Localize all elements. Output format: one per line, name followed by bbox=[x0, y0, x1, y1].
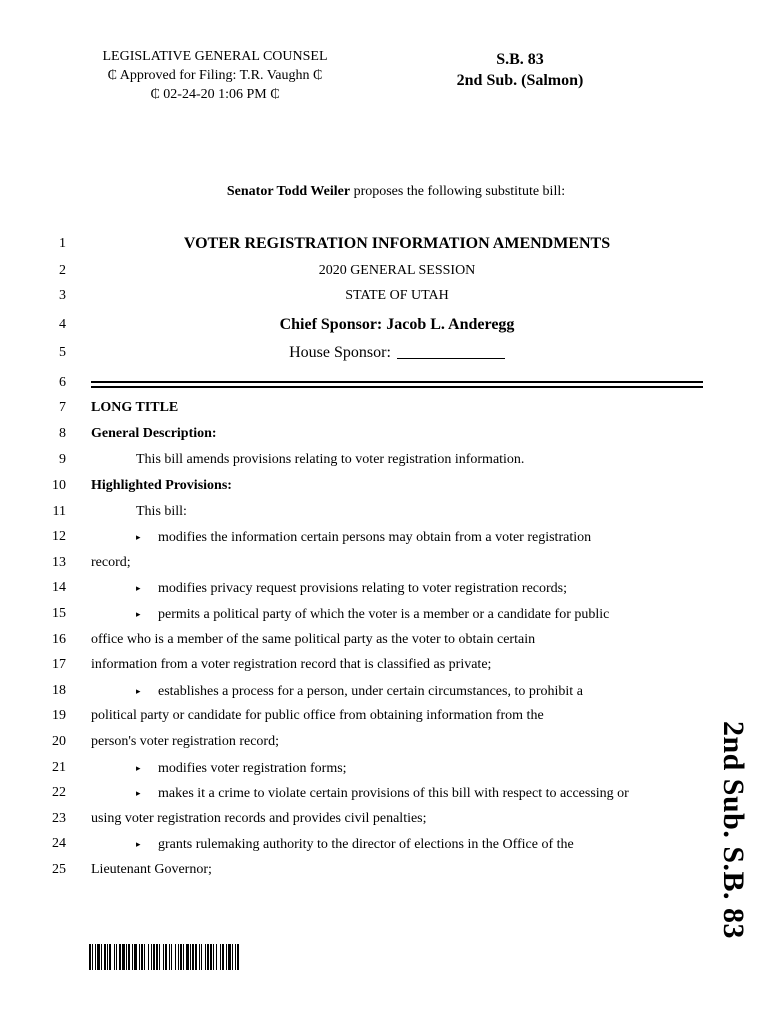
divider-rule-bottom bbox=[91, 386, 703, 388]
sponsor-line-rest: proposes the following substitute bill: bbox=[350, 184, 566, 199]
line-text: person's voter registration record; bbox=[91, 734, 279, 749]
bullet-item bbox=[136, 604, 609, 625]
substitute-label: 2nd Sub. (Salmon) bbox=[456, 72, 584, 89]
bullet-arrow-icon: ▸ bbox=[136, 609, 141, 619]
house-sponsor-blank bbox=[397, 344, 505, 359]
sponsor-line bbox=[90, 184, 702, 200]
barcode-stripe bbox=[239, 944, 241, 970]
line-text: Lieutenant Governor; bbox=[91, 862, 212, 877]
bullet-arrow-icon: ▸ bbox=[136, 763, 141, 773]
line-number: 8 bbox=[59, 426, 66, 441]
bullet-item bbox=[136, 783, 629, 804]
line-text: information from a voter registration record that is classified as private; bbox=[91, 657, 492, 672]
line-number: 13 bbox=[52, 555, 66, 570]
line-number: 25 bbox=[52, 862, 66, 877]
bullet-arrow-icon: ▸ bbox=[136, 788, 141, 798]
line-number: 1 bbox=[59, 236, 66, 251]
bullet-item bbox=[136, 758, 347, 779]
line-number: 19 bbox=[52, 708, 66, 723]
line-number: 10 bbox=[52, 478, 66, 493]
line-text: grants rulemaking authority to the director of elections in the Office of the bbox=[158, 837, 574, 852]
line-number: 20 bbox=[52, 734, 66, 749]
timestamp-line: ₵ 02-24-20 1:06 PM ₵ bbox=[150, 87, 280, 102]
line-text: This bill: bbox=[136, 504, 187, 519]
house-sponsor-label: House Sponsor: bbox=[289, 344, 391, 361]
header-right bbox=[440, 49, 600, 91]
line-text: office who is a member of the same political party as the voter to obtain certain bbox=[91, 632, 536, 647]
side-bill-label: 2nd Sub. S.B. 83 bbox=[717, 720, 750, 940]
divider-rule-top bbox=[91, 381, 703, 383]
line-number: 2 bbox=[59, 263, 66, 278]
header-left bbox=[80, 47, 350, 104]
chief-sponsor: Chief Sponsor: Jacob L. Anderegg bbox=[279, 316, 515, 333]
line-number: 14 bbox=[52, 580, 66, 595]
line-number: 5 bbox=[59, 345, 66, 360]
line-number: 11 bbox=[52, 504, 66, 519]
section-heading: LONG TITLE bbox=[91, 400, 179, 415]
approval-line: ₵ Approved for Filing: T.R. Vaughn ₵ bbox=[107, 68, 323, 83]
line-text: modifies privacy request provisions relating to voter registration records; bbox=[158, 581, 568, 596]
line-text: makes it a crime to violate certain provisions of this bill with respect to accessing or bbox=[158, 786, 629, 801]
line-text: permits a political party of which the voter is a member or a candidate for public bbox=[158, 607, 610, 622]
bullet-item bbox=[136, 527, 591, 548]
bullet-item bbox=[136, 834, 574, 855]
bullet-item bbox=[136, 578, 567, 599]
state: STATE OF UTAH bbox=[345, 288, 449, 303]
line-number: 16 bbox=[52, 632, 66, 647]
line-text: modifies the information certain persons may obtain from a voter registration bbox=[158, 530, 592, 545]
bullet-arrow-icon: ▸ bbox=[136, 839, 141, 849]
office-name: LEGISLATIVE GENERAL COUNSEL bbox=[102, 49, 328, 64]
line-number: 15 bbox=[52, 606, 66, 621]
line-number: 4 bbox=[59, 317, 66, 332]
line-number: 7 bbox=[59, 400, 66, 415]
session: 2020 GENERAL SESSION bbox=[318, 263, 476, 278]
line-number: 6 bbox=[59, 375, 66, 390]
line-number: 9 bbox=[59, 452, 66, 467]
bullet-item bbox=[136, 681, 583, 702]
bill-number: S.B. 83 bbox=[496, 51, 544, 68]
house-sponsor bbox=[91, 343, 703, 363]
line-number: 24 bbox=[52, 836, 66, 851]
line-number: 12 bbox=[52, 529, 66, 544]
subheading: Highlighted Provisions: bbox=[91, 478, 232, 493]
senator-name: Senator Todd Weiler bbox=[226, 184, 351, 199]
bullet-arrow-icon: ▸ bbox=[136, 532, 141, 542]
line-text: establishes a process for a person, under certain circumstances, to prohibit a bbox=[158, 684, 583, 699]
line-number: 3 bbox=[59, 288, 66, 303]
line-text: record; bbox=[91, 555, 131, 570]
line-number: 18 bbox=[52, 683, 66, 698]
subheading: General Description: bbox=[91, 426, 217, 441]
line-text: political party or candidate for public office from obtaining information from the bbox=[91, 708, 544, 723]
line-number: 21 bbox=[52, 760, 66, 775]
bill-title: VOTER REGISTRATION INFORMATION AMENDMENTS bbox=[183, 235, 611, 252]
barcode bbox=[89, 944, 284, 970]
line-number: 23 bbox=[52, 811, 66, 826]
line-number: 17 bbox=[52, 657, 66, 672]
bullet-arrow-icon: ▸ bbox=[136, 583, 141, 593]
bullet-arrow-icon: ▸ bbox=[136, 686, 141, 696]
line-text: using voter registration records and provides civil penalties; bbox=[91, 811, 427, 826]
line-text: This bill amends provisions relating to voter registration information. bbox=[136, 452, 525, 467]
line-text: modifies voter registration forms; bbox=[158, 761, 347, 776]
line-number: 22 bbox=[52, 785, 66, 800]
